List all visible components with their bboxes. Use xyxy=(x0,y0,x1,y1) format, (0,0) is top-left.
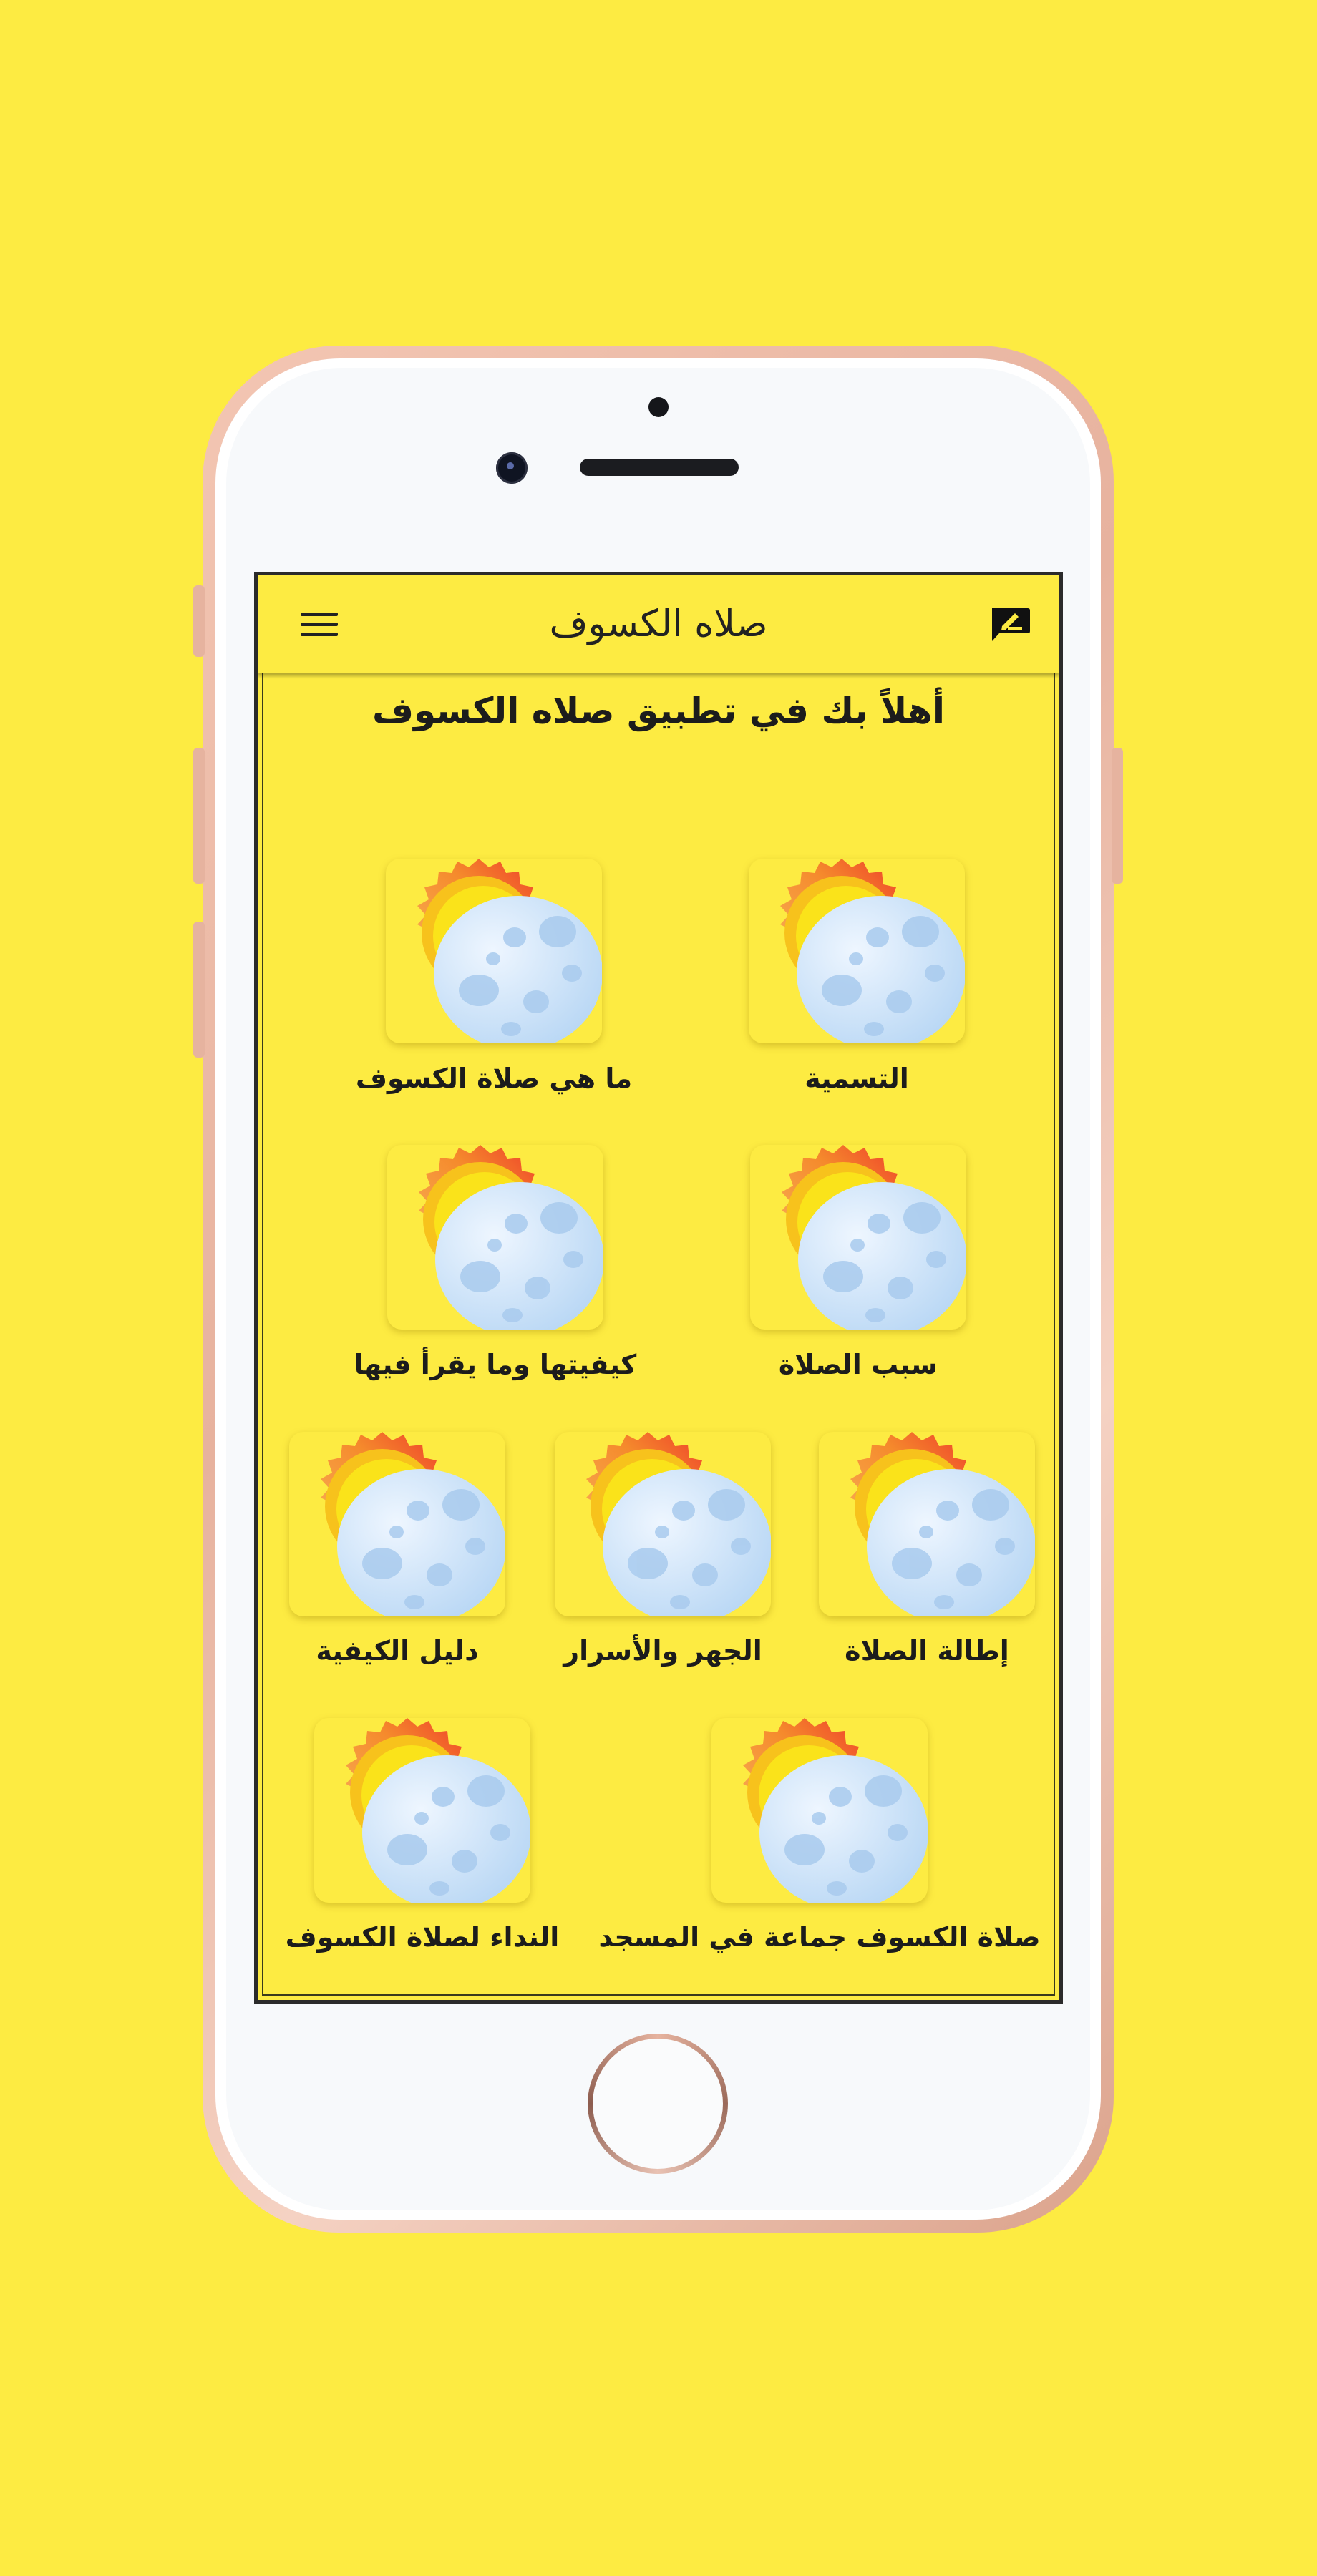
earpiece-speaker xyxy=(580,459,739,476)
tile-label[interactable]: صلاة الكسوف جماعة في المسجد xyxy=(598,1921,1041,1953)
phone-volume-up-button xyxy=(193,748,205,884)
eclipse-icon[interactable] xyxy=(289,1432,505,1616)
tile-label[interactable]: دليل الكيفية xyxy=(316,1635,479,1667)
eclipse-icon[interactable] xyxy=(749,859,965,1043)
tile-label[interactable]: النداء لصلاة الكسوف xyxy=(285,1921,560,1953)
eclipse-icon[interactable] xyxy=(711,1718,928,1903)
app-screen xyxy=(254,572,1063,2004)
eclipse-icon[interactable] xyxy=(387,1145,603,1330)
eclipse-icon[interactable] xyxy=(555,1432,771,1616)
phone-mute-switch xyxy=(193,585,205,657)
front-camera xyxy=(496,452,528,484)
feedback-icon[interactable] xyxy=(989,607,1031,643)
eclipse-icon[interactable] xyxy=(314,1718,530,1903)
welcome-heading: أهلاً بك في تطبيق صلاه الكسوف xyxy=(372,690,945,731)
phone-power-button xyxy=(1112,748,1123,884)
tile-label[interactable]: كيفيتها وما يقرأ فيها xyxy=(354,1349,637,1380)
tile-label[interactable]: التسمية xyxy=(805,1063,909,1094)
proximity-sensor xyxy=(648,397,669,417)
tile-label[interactable]: ما هي صلاة الكسوف xyxy=(355,1063,633,1094)
eclipse-icon[interactable] xyxy=(819,1432,1035,1616)
hamburger-menu-icon[interactable] xyxy=(301,613,338,637)
tile-label[interactable]: إطالة الصلاة xyxy=(845,1635,1009,1667)
home-button[interactable] xyxy=(588,2034,728,2174)
eclipse-icon[interactable] xyxy=(386,859,602,1043)
phone-volume-down-button xyxy=(193,922,205,1058)
app-bar xyxy=(258,575,1059,673)
tile-label[interactable]: سبب الصلاة xyxy=(778,1349,938,1380)
eclipse-icon[interactable] xyxy=(750,1145,966,1330)
tile-label[interactable]: الجهر والأسرار xyxy=(563,1635,762,1667)
app-title: صلاه الكسوف xyxy=(549,602,768,645)
